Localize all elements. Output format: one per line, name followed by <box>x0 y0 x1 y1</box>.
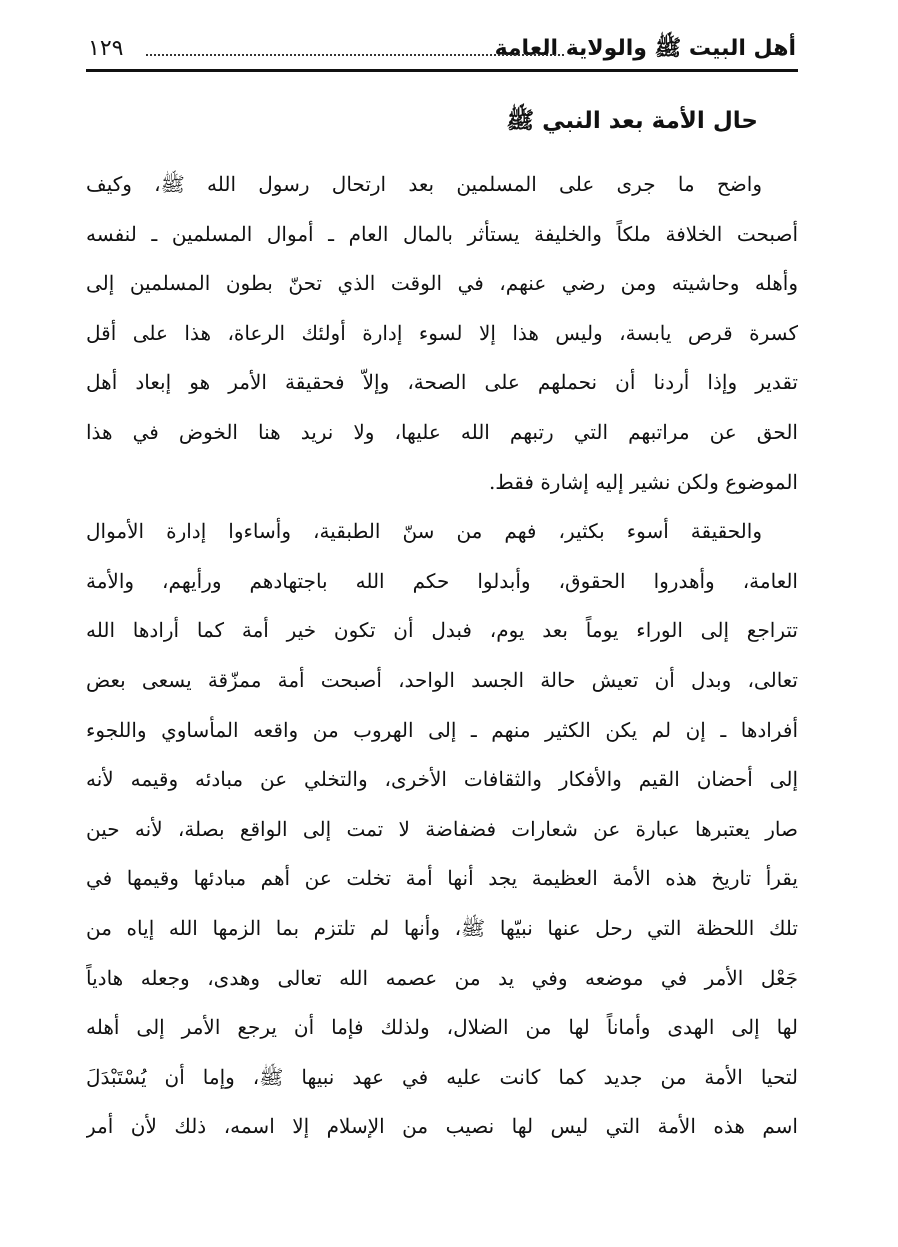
paragraph-2-line-11: لها إلى الهدى وأماناً لها من الضلال، ولذلك فإما أن يرجع الأمر إلى أهله <box>86 1015 798 1040</box>
paragraph-1-line-2: أصبحت الخلافة ملكاً والخليفة يستأثر بالمال العام ـ أموال المسلمين ـ لنفسه <box>86 221 798 246</box>
paragraph-2-line-4: تعالى، وبدل أن تعيش حالة الجسد الواحد، أصبحت أمة ممزّقة يسعى بعض <box>86 667 798 692</box>
paragraph-1-line-5: تقدير وإذا أردنا أن نحملهم على الصحة، وإلاّ فحقيقة الأمر هو إبعاد أهل <box>86 370 798 395</box>
paragraph-1-line-3: وأهله وحاشيته ومن رضي عنهم، في الوقت الذي تحنّ بطون المسلمين إلى <box>86 271 798 296</box>
paragraph-1-line-7: الموضوع ولكن نشير إليه إشارة فقط. <box>488 469 798 494</box>
paragraph-2-line-2: العامة، وأهدروا الحقوق، وأبدلوا حكم الله باجتهادهم ورأيهم، والأمة <box>86 568 798 593</box>
body-text <box>86 160 798 1152</box>
paragraph-2-line-12: لتحيا الأمة من جديد كما كانت عليه في عهد نبيها ﷺ، وإما أن يُسْتَبْدَلَ <box>86 1064 798 1089</box>
paragraph-2-line-7: صار يعتبرها عبارة عن شعارات فضفاضة لا تمت إلى الواقع بصلة، لأنه حين <box>86 816 798 841</box>
paragraph-2-line-13: اسم هذه الأمة التي ليس لها نصيب من الإسلام إلا اسمه، ذلك لأن أمر <box>86 1114 798 1139</box>
paragraph-2-line-6: إلى أحضان القيم والأفكار والثقافات الأخرى، والتخلي عن مبادئه وقيمه لأنه <box>86 767 798 792</box>
paragraph-2-line-1: والحقيقة أسوء بكثير، فهم من سنّ الطبقية، وأساءوا إدارة الأموال <box>86 519 762 544</box>
paragraph-1-line-4: كسرة قرص يابسة، وليس هذا إلا لسوء إدارة أولئك الرعاة، هذا على أقل <box>86 320 798 345</box>
running-header <box>88 30 796 70</box>
header-dot-leader <box>146 54 564 56</box>
section-title: حال الأمة بعد النبي ﷺ <box>506 108 758 134</box>
paragraph-2-line-5: أفرادها ـ إن لم يكن الكثير منهم ـ إلى الهروب من واقعه المأساوي واللجوء <box>86 717 798 742</box>
paragraph-2-line-9: تلك اللحظة التي رحل عنها نبيّها ﷺ، وأنها لم تلتزم بما الزمها الله إياه من <box>86 915 798 940</box>
paragraph-2-line-10: جَعْل الأمر في موضعه وفي يد من عصمه الله تعالى وهدى، وجعله هادياً <box>86 965 798 990</box>
paragraph-2-line-3: تتراجع إلى الوراء يوماً بعد يوم، فبدل أن تكون خير أمة كما أرادها الله <box>86 618 798 643</box>
paragraph-1-line-1: واضح ما جرى على المسلمين بعد ارتحال رسول الله ﷺ، وكيف <box>86 172 762 196</box>
paragraph-2-line-8: يقرأ تاريخ هذه الأمة العظيمة يجد أنها أمة تخلت عن أهم مبادئها وقيمها في <box>86 866 798 891</box>
page-number: ١٢٩ <box>88 36 124 61</box>
header-title: أهل البيت ﷺ والولاية العامة <box>489 34 796 64</box>
paragraph-1-line-6: الحق عن مراتبهم التي رتبهم الله عليها، ولا نريد هنا الخوض في هذا <box>86 419 798 444</box>
header-rule <box>86 69 798 72</box>
